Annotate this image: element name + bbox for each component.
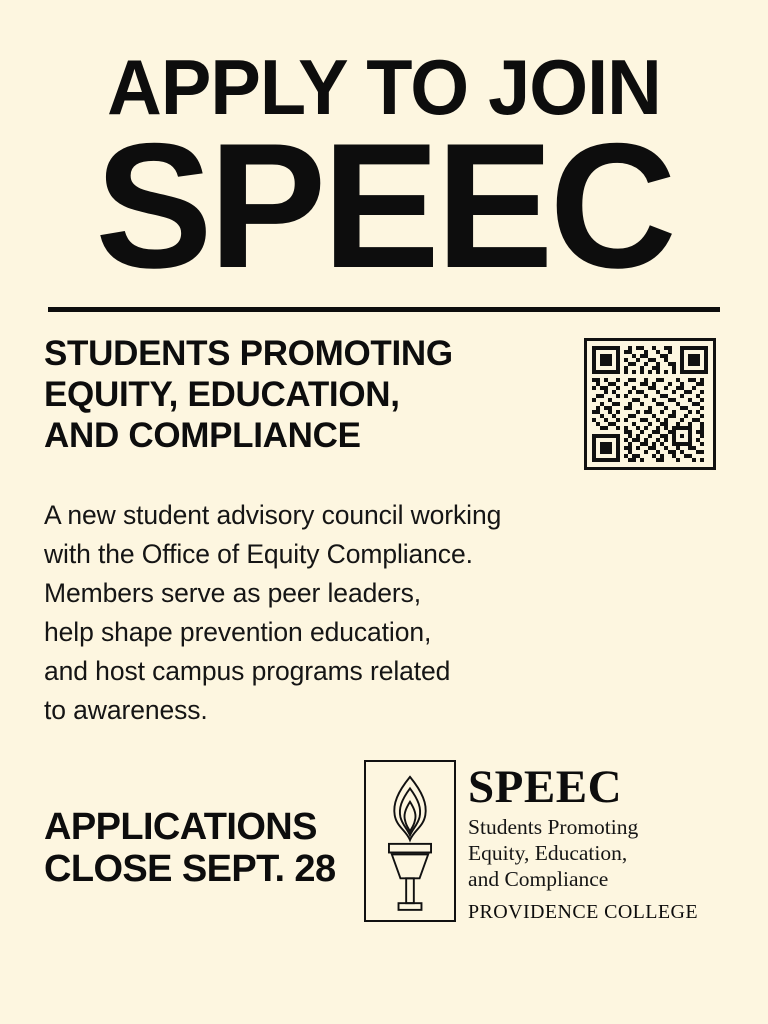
page-title-speec: SPEEC <box>95 105 673 305</box>
qr-code-icon[interactable] <box>584 338 716 470</box>
description-text <box>44 496 724 730</box>
logo-text-block <box>468 760 698 925</box>
subtitle <box>44 334 453 457</box>
deadline-text <box>44 760 335 891</box>
footer-row <box>44 760 724 925</box>
institution-name: PROVIDENCE COLLEGE <box>468 901 698 924</box>
torch-flame-icon <box>364 760 456 922</box>
logo-tagline-line-3: and Compliance <box>468 867 609 892</box>
logo-tagline <box>468 814 698 893</box>
subtitle-row <box>44 334 724 470</box>
subtitle-line-2: EQUITY, EDUCATION, <box>44 374 400 414</box>
logo-tagline-line-1: Students Promoting <box>468 814 639 839</box>
deadline-line-1: APPLICATIONS <box>44 805 317 848</box>
subtitle-line-3: AND COMPLIANCE <box>44 415 361 455</box>
subtitle-line-1: STUDENTS PROMOTING <box>44 334 453 374</box>
description-line-2: with the Office of Equity Compliance. <box>44 539 473 569</box>
description-line-1: A new student advisory council working <box>44 500 502 531</box>
divider <box>48 307 720 312</box>
speec-logo <box>364 760 724 925</box>
deadline-line-2: CLOSE SEPT. 28 <box>44 848 336 891</box>
page-title-apply: APPLY TO JOIN <box>107 43 661 131</box>
description-line-5: and host campus programs related <box>44 655 451 686</box>
logo-wordmark: SPEEC <box>468 760 623 813</box>
description-line-6: to awareness. <box>44 694 208 725</box>
description-line-3: Members serve as peer leaders, <box>44 577 421 608</box>
logo-tagline-line-2: Equity, Education, <box>468 840 628 865</box>
description-line-4: help shape prevention education, <box>44 616 432 647</box>
